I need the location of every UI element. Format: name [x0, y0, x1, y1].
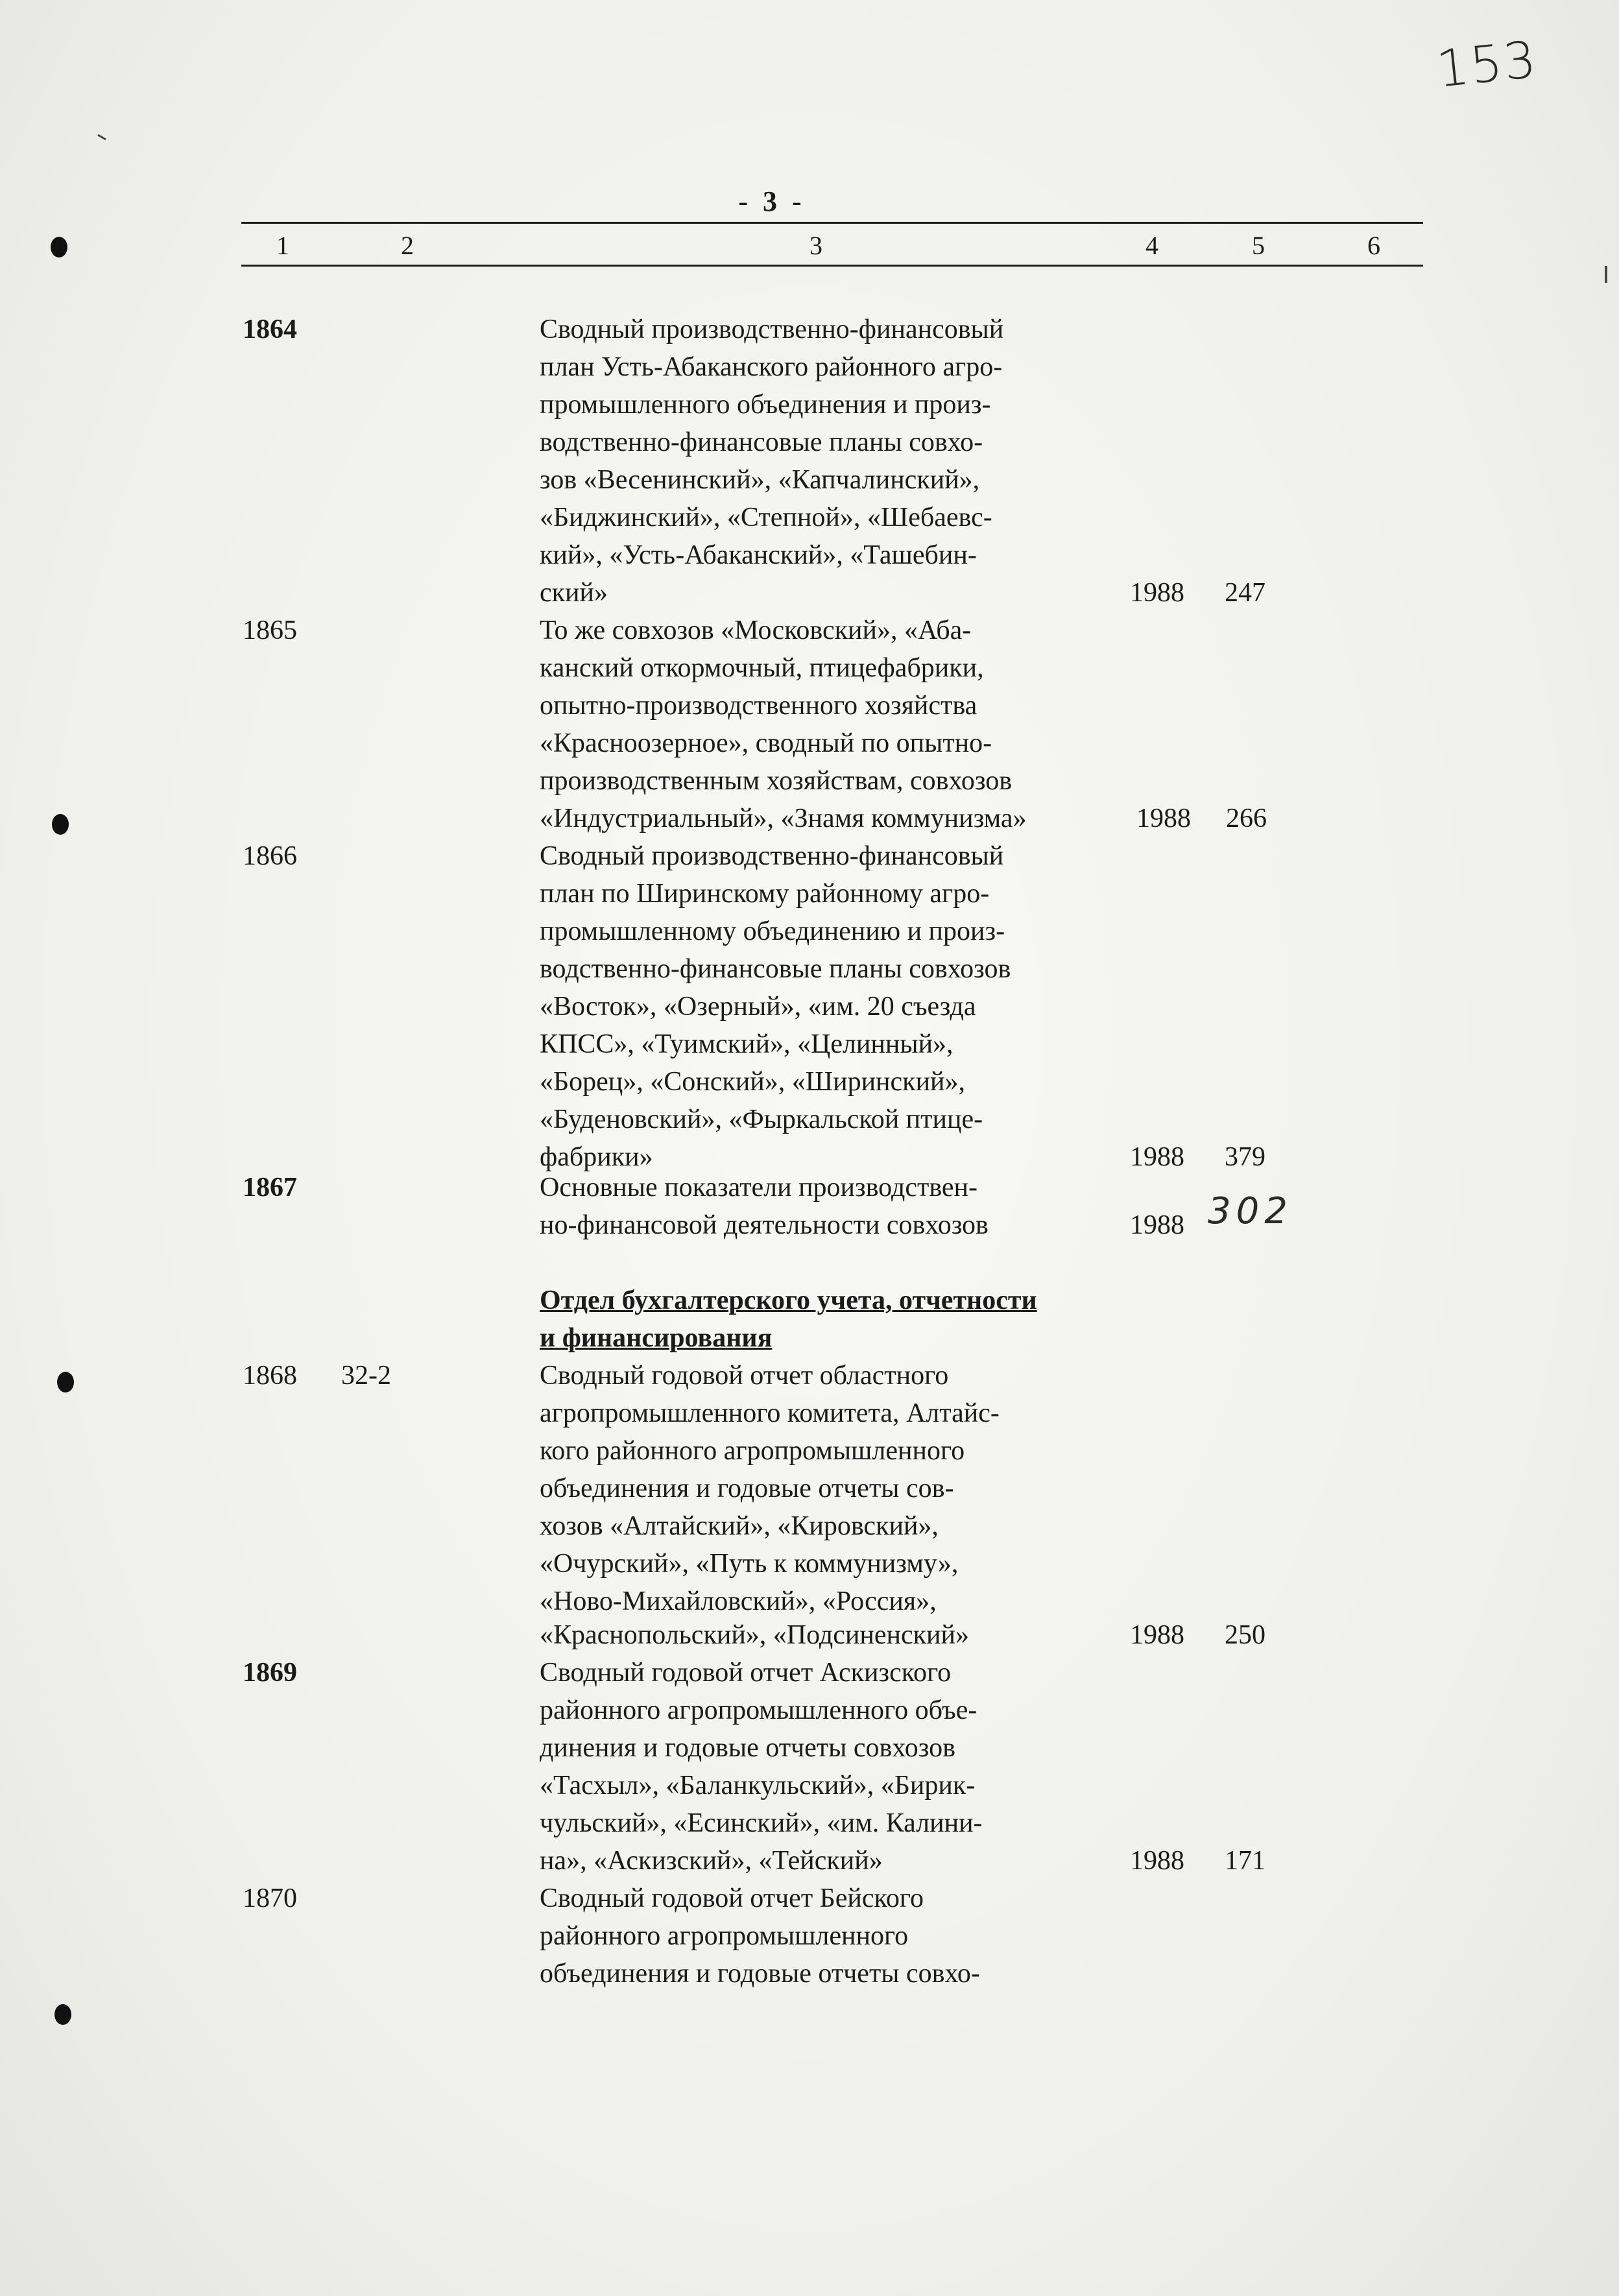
item-title-line: «Биджинский», «Степной», «Шебаевс-: [540, 503, 992, 532]
item-title-line: «Индустриальный», «Знамя коммунизма»: [540, 804, 1027, 833]
item-sheets: 266: [1226, 804, 1267, 833]
item-title-line: «Красноозерное», сводный по опытно-: [540, 728, 992, 758]
item-number: 1866: [243, 841, 297, 871]
item-year: 1988: [1130, 1210, 1184, 1240]
punch-hole: [52, 814, 69, 835]
item-title-line: Сводный производственно-финансовый: [540, 315, 1004, 344]
column-header-3: 3: [810, 231, 822, 260]
header-bottom-rule: [241, 265, 1423, 267]
item-sheets: 379: [1225, 1142, 1265, 1172]
item-title-line: чульский», «Есинский», «им. Калини-: [540, 1808, 983, 1838]
item-title-line: «Краснопольский», «Подсиненский»: [540, 1620, 970, 1650]
item-title-line: водственно-финансовые планы совхо-: [540, 427, 983, 457]
column-header-1: 1: [276, 231, 289, 260]
section-title-line: Отдел бухгалтерского учета, отчетности: [540, 1286, 1037, 1315]
item-number: 1870: [243, 1883, 297, 1913]
item-sheets: 250: [1225, 1620, 1265, 1650]
item-title-line: «Очурский», «Путь к коммунизму»,: [540, 1549, 959, 1579]
item-title-line: Сводный годовой отчет Бейского: [540, 1883, 924, 1913]
section-title-line: и финансирования: [540, 1323, 773, 1353]
item-title-line: водственно-финансовые планы совхозов: [540, 954, 1011, 984]
item-year: 1988: [1136, 804, 1191, 833]
item-title-line: кого районного агропромышленного: [540, 1436, 965, 1466]
item-title-line: КПСС», «Туимский», «Целинный»,: [540, 1029, 953, 1059]
item-title-line: Сводный годовой отчет Аскизского: [540, 1658, 952, 1688]
item-title-line: план Усть-Абаканского районного агро-: [540, 352, 1003, 382]
item-number: 1869: [243, 1658, 297, 1688]
item-title-line: кий», «Усть-Абаканский», «Ташебин-: [540, 540, 977, 570]
item-title-line: промышленному объединению и произ-: [540, 916, 1005, 946]
scan-mark: [1605, 266, 1607, 283]
item-title-line: объединения и годовые отчеты совхо-: [540, 1959, 980, 1989]
item-title-line: «Ново-Михайловский», «Россия»,: [540, 1586, 937, 1616]
item-number: 1868: [243, 1361, 297, 1391]
item-title-line: «Борец», «Сонский», «Ширинский»,: [540, 1067, 966, 1097]
item-title-line: районного агропромышленного объе-: [540, 1695, 977, 1725]
punch-hole: [54, 2004, 71, 2025]
page-number-value: 3: [763, 185, 781, 217]
item-year: 1988: [1130, 578, 1184, 608]
item-sheets: 247: [1225, 578, 1265, 608]
item-title-line: районного агропромышленного: [540, 1921, 909, 1951]
item-title-line: зов «Весенинский», «Капчалинский»,: [540, 465, 980, 495]
item-title-line: канский откормочный, птицефабрики,: [540, 653, 984, 683]
archive-page-number: 153: [1433, 30, 1541, 99]
item-title-line: Основные показатели производствен-: [540, 1173, 978, 1202]
item-year: 1988: [1130, 1142, 1184, 1172]
item-title-line: план по Ширинскому районному агро-: [540, 879, 990, 909]
item-number: 1865: [243, 616, 297, 645]
item-number: 1864: [243, 315, 297, 344]
item-title-line: хозов «Алтайский», «Кировский»,: [540, 1511, 939, 1541]
item-title-line: производственным хозяйствам, совхозов: [540, 766, 1013, 796]
item-title-line: объединения и годовые отчеты сов-: [540, 1474, 954, 1503]
item-title-line: на», «Аскизский», «Тейский»: [540, 1846, 883, 1876]
item-sheets: 171: [1225, 1846, 1265, 1876]
item-title-line: фабрики»: [540, 1142, 653, 1172]
column-header-2: 2: [401, 231, 414, 260]
column-header-5: 5: [1252, 231, 1265, 260]
item-title-line: агропромышленного комитета, Алтайс-: [540, 1398, 1000, 1428]
item-title-line: ский»: [540, 578, 608, 608]
punch-hole: [51, 237, 67, 257]
item-number: 1867: [243, 1173, 297, 1202]
column-header-4: 4: [1145, 231, 1158, 260]
scan-mark: [97, 134, 106, 141]
item-title-line: опытно-производственного хозяйства: [540, 691, 977, 721]
item-title-line: промышленного объединения и произ-: [540, 390, 991, 420]
header-top-rule: [241, 222, 1423, 224]
inventory-number: 32-2: [341, 1361, 391, 1391]
item-title-line: «Тасхыл», «Баланкульский», «Бирик-: [540, 1771, 976, 1800]
item-title-line: динения и годовые отчеты совхозов: [540, 1733, 955, 1763]
item-title-line: но-финансовой деятельности совхозов: [540, 1210, 989, 1240]
item-title-line: Сводный производственно-финансовый: [540, 841, 1004, 871]
item-title-line: «Буденовский», «Фыркальской птице-: [540, 1105, 983, 1134]
column-header-6: 6: [1367, 231, 1380, 260]
item-title-line: «Восток», «Озерный», «им. 20 съезда: [540, 992, 976, 1022]
handwritten-sheet-count: 302: [1208, 1190, 1293, 1232]
item-title-line: Сводный годовой отчет областного: [540, 1361, 949, 1391]
item-title-line: То же совхозов «Московский», «Аба-: [540, 616, 972, 645]
punch-hole: [57, 1372, 74, 1393]
item-year: 1988: [1130, 1846, 1184, 1876]
item-year: 1988: [1130, 1620, 1184, 1650]
page-number: - 3 -: [738, 185, 806, 217]
